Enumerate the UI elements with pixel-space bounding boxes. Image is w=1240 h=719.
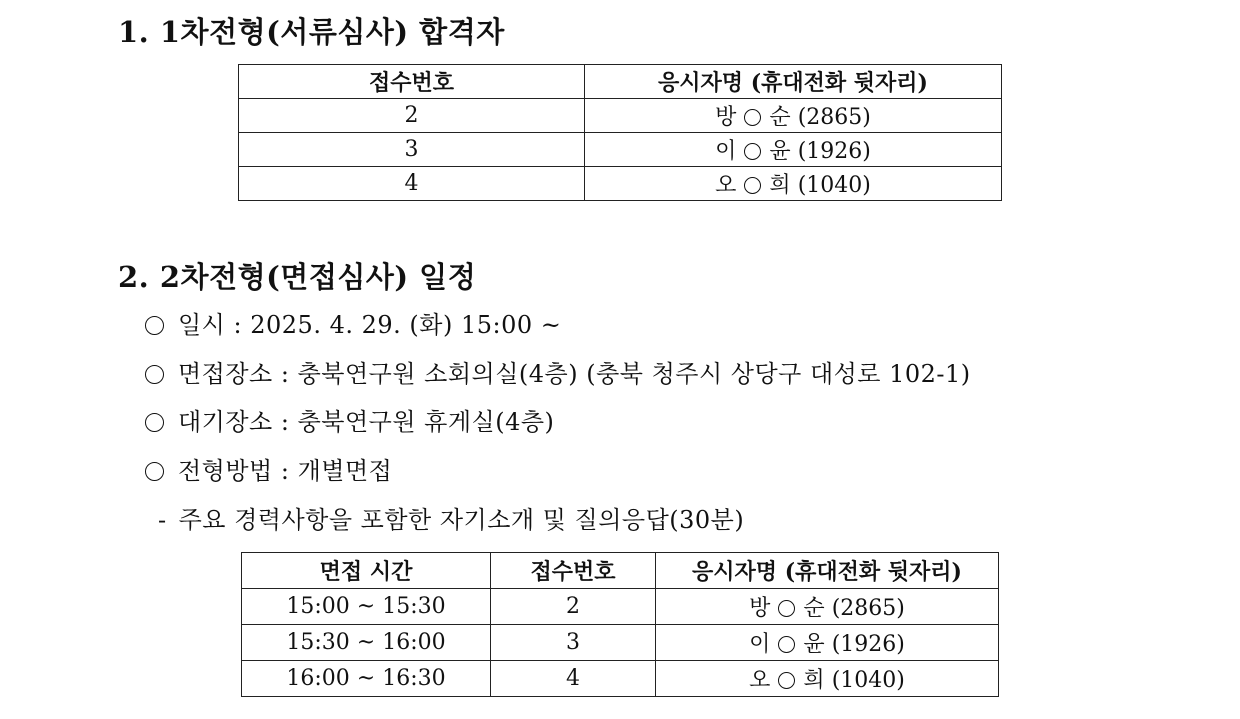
phone-suffix: (1926) (831, 632, 905, 657)
item-separator: : (233, 311, 243, 339)
column-header-name: 응시자명 (휴대전화 뒷자리) (656, 553, 999, 589)
schedule-item-venue (145, 354, 971, 389)
first-round-passers-table (238, 64, 1002, 201)
schedule-item-method (145, 451, 392, 486)
item-label: 면접장소 (178, 360, 273, 388)
dash-bullet: - (158, 506, 167, 534)
masked-circle-icon (778, 600, 795, 617)
bullet-circle-icon (145, 316, 164, 335)
item-label: 전형방법 (178, 457, 273, 485)
column-header-name: 응시자명 (휴대전화 뒷자리) (585, 65, 1002, 99)
phone-suffix: (2865) (797, 105, 871, 130)
masked-circle-icon (778, 636, 795, 653)
item-separator: : (280, 360, 290, 388)
masked-circle-icon (744, 109, 761, 126)
cell-number: 2 (491, 589, 656, 625)
item-value: 충북연구원 소회의실(4층) (충북 청주시 상당구 대성로 102-1) (297, 360, 971, 388)
table-header-row (242, 553, 999, 589)
name-first: 오 (715, 173, 737, 198)
column-header-number: 접수번호 (239, 65, 585, 99)
table-row (239, 167, 1002, 201)
cell-name (656, 625, 999, 661)
masked-circle-icon (778, 672, 795, 689)
item-value: 2025. 4. 29. (화) 15:00 ~ (250, 311, 562, 339)
item-label: 대기장소 (178, 408, 273, 436)
phone-suffix: (2865) (831, 596, 905, 621)
cell-time: 15:30 ~ 16:00 (242, 625, 491, 661)
masked-circle-icon (744, 143, 761, 160)
table-row (239, 133, 1002, 167)
name-first: 오 (749, 668, 771, 693)
cell-time: 15:00 ~ 15:30 (242, 589, 491, 625)
name-first: 방 (715, 105, 737, 130)
table-row (242, 589, 999, 625)
cell-time: 16:00 ~ 16:30 (242, 661, 491, 697)
table-row (239, 99, 1002, 133)
masked-circle-icon (744, 177, 761, 194)
cell-number: 4 (239, 167, 585, 201)
bullet-circle-icon (145, 365, 164, 384)
cell-number: 2 (239, 99, 585, 133)
cell-name (585, 133, 1002, 167)
name-last: 희 (769, 173, 791, 198)
table-row (242, 661, 999, 697)
section2-title: 2. 2차전형(면접심사) 일정 (118, 260, 477, 294)
name-first: 방 (749, 596, 771, 621)
table-row (242, 625, 999, 661)
item-separator: : (280, 457, 290, 485)
phone-suffix: (1040) (831, 668, 905, 693)
item-value: 충북연구원 휴게실(4층) (297, 408, 555, 436)
name-first: 이 (749, 632, 771, 657)
cell-number: 4 (491, 661, 656, 697)
section1-title: 1. 1차전형(서류심사) 합격자 (118, 15, 505, 49)
name-last: 희 (803, 668, 825, 693)
schedule-item-waiting-room (145, 402, 554, 437)
table-header-row (239, 65, 1002, 99)
name-last: 윤 (769, 139, 791, 164)
cell-number: 3 (491, 625, 656, 661)
item-label: 일시 (178, 311, 226, 339)
cell-name (656, 661, 999, 697)
item-separator: : (280, 408, 290, 436)
cell-name (585, 167, 1002, 201)
name-last: 순 (769, 105, 791, 130)
name-last: 윤 (803, 632, 825, 657)
column-header-time: 면접 시간 (242, 553, 491, 589)
name-last: 순 (803, 596, 825, 621)
bullet-circle-icon (145, 462, 164, 481)
bullet-circle-icon (145, 413, 164, 432)
method-detail-text: 주요 경력사항을 포함한 자기소개 및 질의응답(30분) (178, 506, 745, 534)
interview-schedule-table (241, 552, 999, 697)
cell-name (585, 99, 1002, 133)
name-first: 이 (715, 139, 737, 164)
phone-suffix: (1040) (797, 173, 871, 198)
item-value: 개별면접 (297, 457, 393, 485)
method-detail (158, 500, 744, 535)
column-header-number: 접수번호 (491, 553, 656, 589)
phone-suffix: (1926) (797, 139, 871, 164)
cell-name (656, 589, 999, 625)
cell-number: 3 (239, 133, 585, 167)
schedule-item-datetime (145, 305, 561, 340)
